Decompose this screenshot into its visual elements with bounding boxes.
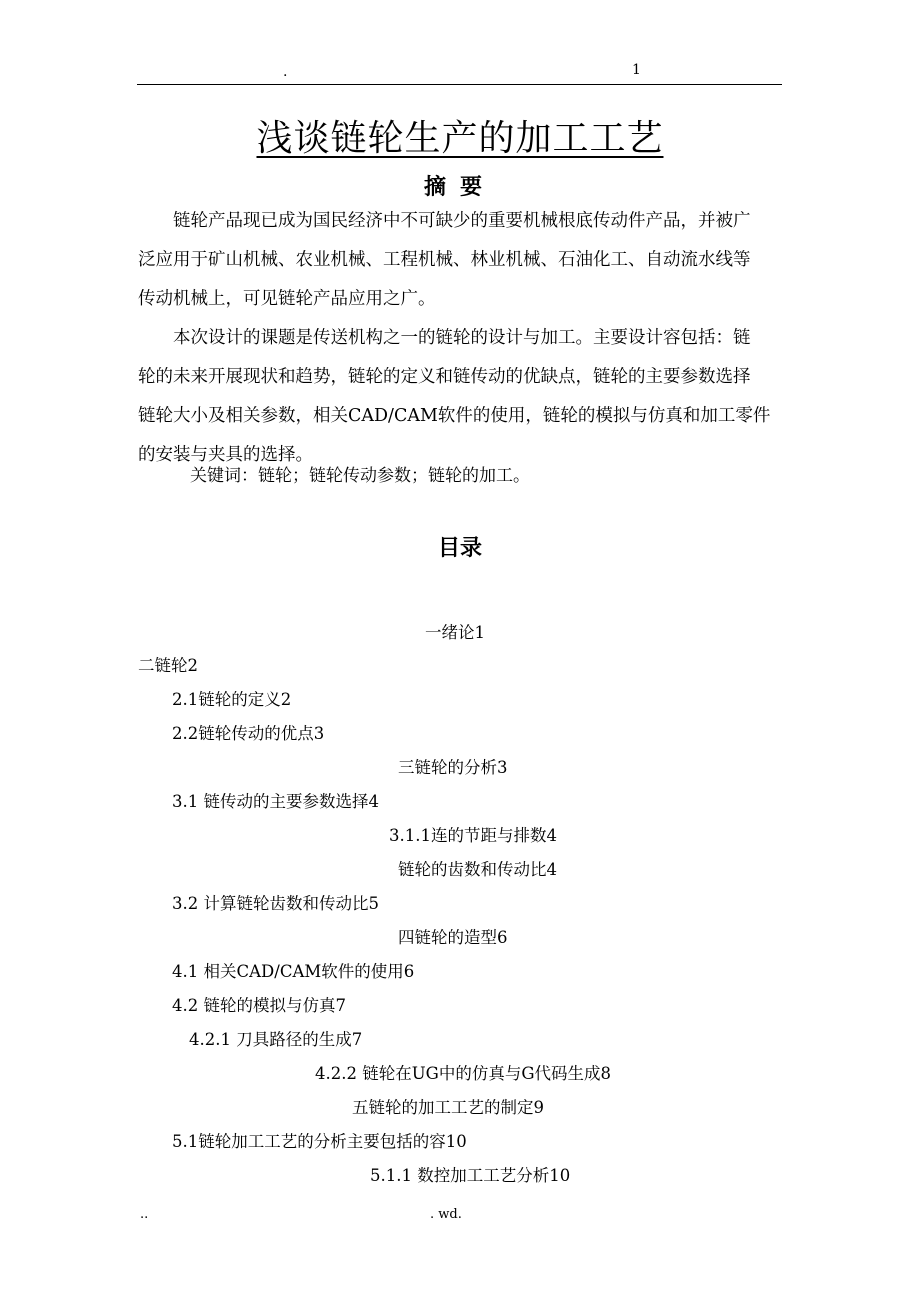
toc-entry: 3.1 链传动的主要参数选择4 [172,792,379,811]
toc-entry: 5.1.1 数控加工工艺分析10 [370,1166,571,1185]
toc-entry: 二链轮2 [138,656,198,675]
footer-center: . wd. [430,1207,462,1222]
abstract-p2-line: 的安装与夹具的选择。 [138,445,313,465]
toc-entry: 3.2 计算链轮齿数和传动比5 [172,894,379,913]
toc-entry: 2.2链轮传动的优点3 [172,724,325,743]
abstract-heading: 摘要 [423,175,496,200]
abstract-p2-line: 轮的未来开展现状和趋势，链轮的定义和链传动的优缺点，链轮的主要参数选择 [138,367,751,387]
toc-entry: 4.1 相关CAD/CAM软件的使用6 [172,962,415,981]
toc-entry: 4.2.2 链轮在UG中的仿真与G代码生成8 [315,1064,611,1083]
abstract-p1-line: 链轮产品现已成为国民经济中不可缺少的重要机械根底传动件产品，并被广 [173,211,751,231]
toc-entry: 链轮的齿数和传动比4 [398,860,557,879]
abstract-p2-line: 链轮大小及相关参数，相关CAD/CAM软件的使用，链轮的模拟与仿真和加工零件 [138,406,771,426]
toc-entry: 5.1链轮加工工艺的分析主要包括的容10 [172,1132,467,1151]
toc-entry: 一绪论1 [425,623,485,642]
header-dot: . [283,64,288,80]
toc-heading: 目录 [437,536,482,561]
document-title: 浅谈链轮生产的加工工艺 [256,118,664,159]
keywords: 关键词：链轮；链轮传动参数；链轮的加工。 [190,466,530,486]
toc-entry: 4.2 链轮的模拟与仿真7 [172,996,346,1015]
abstract-p2-line: 本次设计的课题是传送机构之一的链轮的设计与加工。主要设计容包括：链 [173,328,751,348]
footer-left: .. [140,1207,149,1222]
header-page-number: 1 [632,62,641,78]
toc-entry: 三链轮的分析3 [398,758,508,777]
header-rule [137,84,782,85]
toc-entry: 3.1.1连的节距与排数4 [389,826,557,845]
toc-entry: 2.1链轮的定义2 [172,690,292,709]
abstract-p1-line: 传动机械上，可见链轮产品应用之广。 [138,289,436,309]
abstract-p1-line: 泛应用于矿山机械、农业机械、工程机械、林业机械、石油化工、自动流水线等 [138,250,751,270]
toc-entry: 五链轮的加工工艺的制定9 [352,1098,544,1117]
toc-entry: 4.2.1 刀具路径的生成7 [189,1030,363,1049]
toc-entry: 四链轮的造型6 [398,928,508,947]
